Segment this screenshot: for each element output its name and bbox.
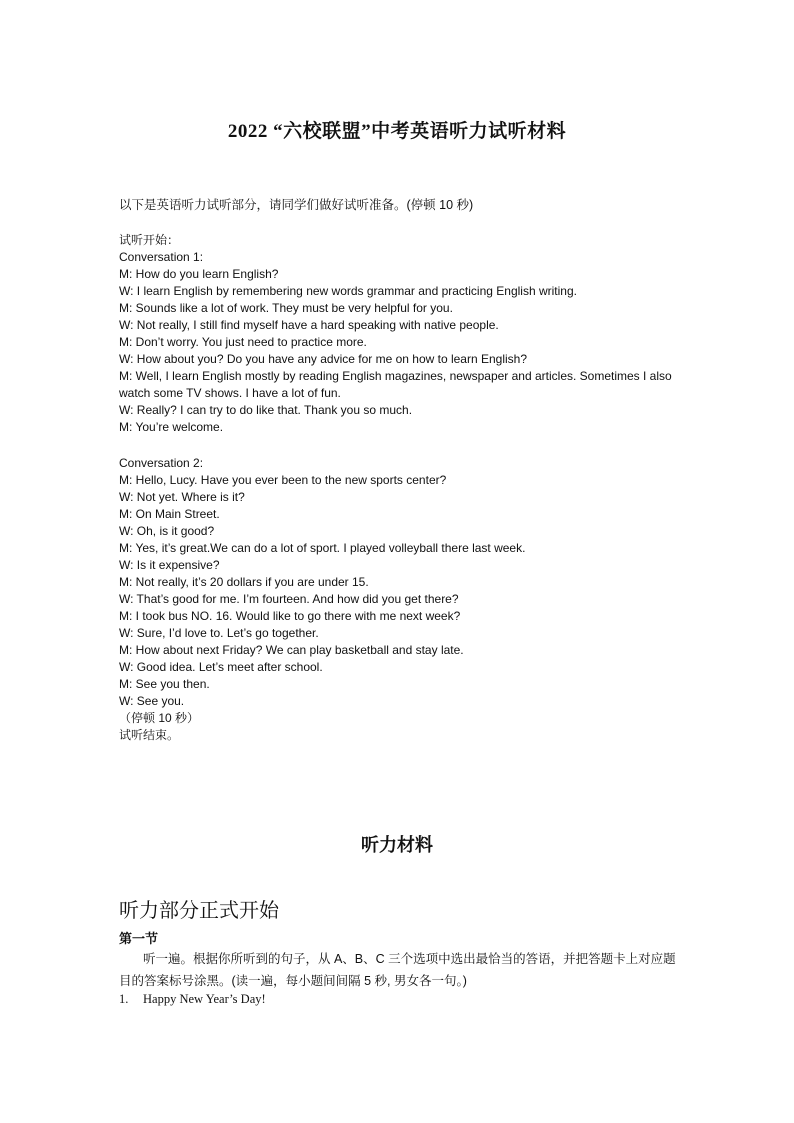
dialogue-line: W: Oh, is it good? — [119, 524, 215, 538]
dialogue-line: W: See you. — [119, 694, 185, 708]
dialogue-line: W: Not yet. Where is it? — [119, 490, 245, 504]
formal-start-heading: 听力部分正式开始 — [119, 898, 279, 922]
instruction-paragraph — [119, 948, 679, 992]
dialogue-line: M: Well, I learn English mostly by reading English magazines, newspaper and articles. Sometimes I also watch some TV shows. I have a lot of fun. — [119, 369, 672, 400]
dialogue-line: M: Hello, Lucy. Have you ever been to the new sports center? — [119, 473, 447, 487]
dialogue-line: W: Not really, I still find myself have a hard speaking with native people. — [119, 318, 499, 332]
intro-text: 以下是英语听力试听部分，请同学们做好试听准备。(停顿 10 秒) — [119, 198, 474, 212]
dialogue-line: M: You’re welcome. — [119, 420, 224, 434]
trial-start-label: 试听开始： — [119, 233, 180, 247]
question-text: Happy New Year’s Day! — [143, 992, 266, 1006]
section-title: 听力材料 — [361, 835, 433, 855]
dialogue-line: W: How about you? Do you have any advice for me on how to learn English? — [119, 352, 528, 366]
dialogue-line: W: That’s good for me. I’m fourteen. And how did you get there? — [119, 592, 459, 606]
dialogue-line: M: On Main Street. — [119, 507, 220, 521]
question-1 — [119, 992, 266, 1007]
conversation-1-block — [119, 232, 684, 436]
dialogue-line: W: Really? I can try to do like that. Thank you so much. — [119, 403, 413, 417]
dialogue-line: M: Not really, it’s 20 dollars if you are under 15. — [119, 575, 369, 589]
dialogue-line: M: How about next Friday? We can play basketball and stay late. — [119, 643, 464, 657]
pause-note: （停顿 10 秒） — [119, 711, 200, 725]
conversation-2-label: Conversation 2: — [119, 456, 204, 470]
dialogue-line: W: Good idea. Let’s meet after school. — [119, 660, 323, 674]
part-label: 第一节 — [119, 932, 159, 947]
dialogue-line: M: Yes, it’s great.We can do a lot of sport. I played volleyball there last week. — [119, 541, 526, 555]
dialogue-line: M: See you then. — [119, 677, 210, 691]
dialogue-line: M: Sounds like a lot of work. They must be very helpful for you. — [119, 301, 453, 315]
dialogue-line: W: Sure, I’d love to. Let’s go together. — [119, 626, 319, 640]
dialogue-line: M: How do you learn English? — [119, 267, 279, 281]
dialogue-line: M: I took bus NO. 16. Would like to go there with me next week? — [119, 609, 461, 623]
trial-end-label: 试听结束。 — [119, 728, 180, 742]
dialogue-line: M: Don’t worry. You just need to practice more. — [119, 335, 367, 349]
conversation-2-block — [119, 455, 684, 744]
instruction-text: 听一遍。根据你所听到的句子，从 A、B、C 三个选项中选出最恰当的答语，并把答题卡上对应题目的答案标号涂黑。(读一遍，每小题间间隔 5 秒, 男女各一句。) — [119, 952, 676, 988]
document-title: 2022 “六校联盟”中考英语听力试听材料 — [227, 121, 567, 142]
conversation-1-label: Conversation 1: — [119, 250, 204, 264]
dialogue-line: W: I learn English by remembering new words grammar and practicing English writing. — [119, 284, 577, 298]
question-number: 1. — [119, 992, 129, 1006]
dialogue-line: W: Is it expensive? — [119, 558, 220, 572]
